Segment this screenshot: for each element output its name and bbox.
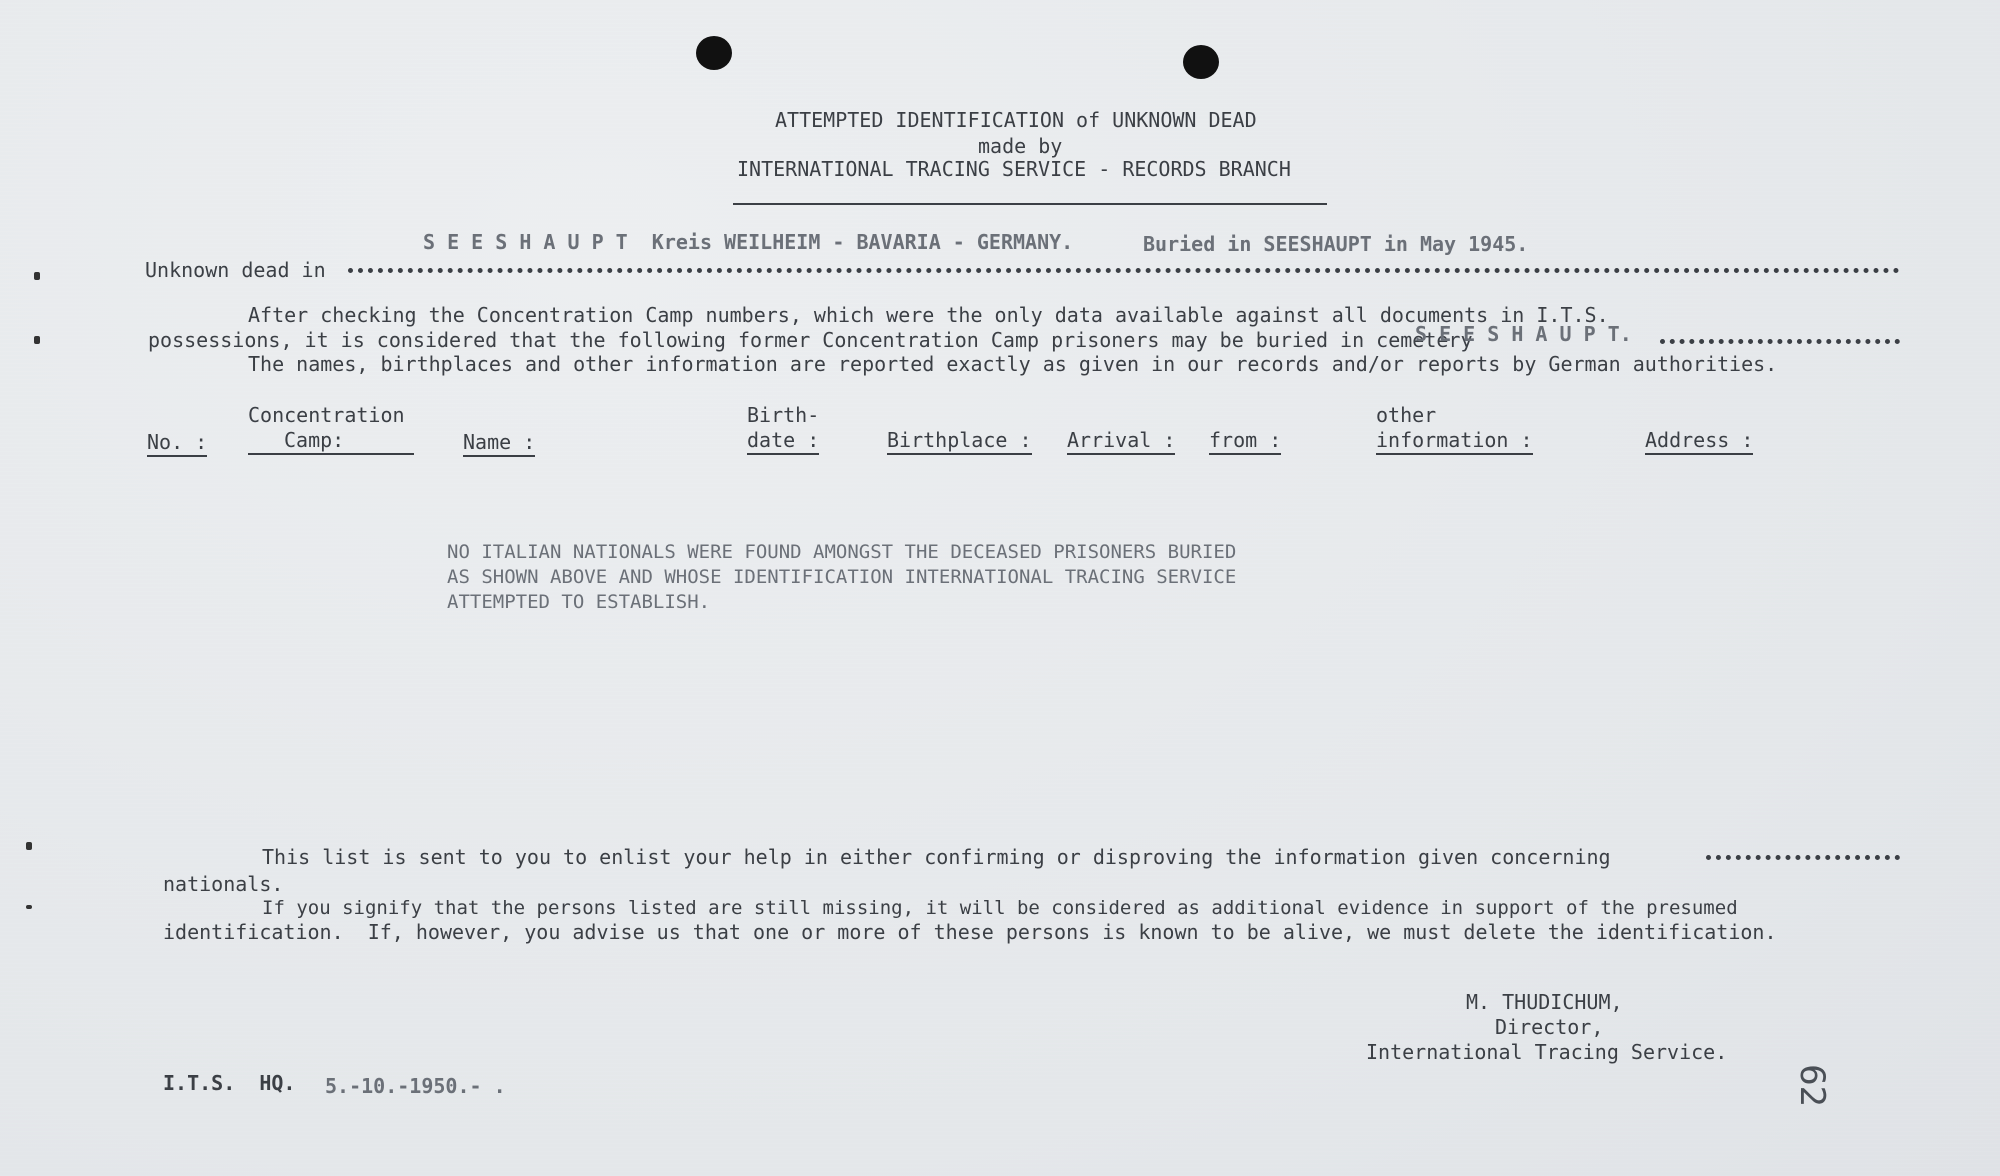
notice-line-3: ATTEMPTED TO ESTABLISH. [447,591,711,613]
margin-mark [26,905,32,909]
intro-line-3: The names, birthplaces and other information are reported exactly as given in our records and/or reports by German authorities. [248,352,1778,376]
page-number: 62 [1792,1064,1832,1108]
col-arrival: Arrival : [1067,428,1175,455]
header-subtitle: made by [978,134,1063,158]
footer-date: 5.-10.-1950.- . [325,1074,506,1098]
request-line-1: This list is sent to you to enlist your help in either confirming or disproving the information given concerning [262,845,1611,869]
notice-line-1: NO ITALIAN NATIONALS WERE FOUND AMONGST THE DECEASED PRISONERS BURIED [447,541,1237,563]
request-line-3: If you signify that the persons listed are still missing, it will be considered as additional evidence in support of the presumed [262,897,1738,919]
signature-title: Director, [1495,1015,1604,1039]
signature-name: M. THUDICHUM, [1466,990,1623,1014]
dotted-fill-line [1706,855,1900,860]
intro-line-2: possessions, it is considered that the following former Concentration Camp prisoners may be buried in cemetery [148,328,1473,352]
location-burial: Buried in SEESHAUPT in May 1945. [1143,232,1529,256]
margin-mark [34,336,40,344]
col-no: No. : [147,430,207,457]
margin-mark [34,272,40,280]
dotted-fill-line [348,268,1900,273]
dotted-fill-line [1660,339,1900,344]
col-birthplace: Birthplace : [887,428,1032,455]
request-line-2: nationals. [163,872,284,896]
col-from: from : [1209,428,1281,455]
punch-hole-left [696,36,732,70]
col-camp-top: Concentration [248,403,405,427]
punch-hole-right [1183,45,1219,79]
margin-mark [26,842,32,850]
location-label: Unknown dead in [145,258,326,282]
intro-line-1: After checking the Concentration Camp numbers, which were the only data available against all documents in I.T.S. [248,303,1609,327]
col-other-top: other [1376,403,1437,427]
location-place: S E E S H A U P T Kreis WEILHEIM - BAVARIA - GERMANY. [423,230,1074,254]
footer-reference: I.T.S. HQ. [163,1071,296,1095]
col-birthdate-bottom: date : [747,428,819,455]
col-other-bottom: information : [1376,428,1533,455]
col-address: Address : [1645,428,1753,455]
request-line-4: identification. If, however, you advise us that one or more of these persons is known to be alive, we must delete the identification. [163,920,1777,944]
intro-overstrike: S E E S H A U P T. [1415,322,1632,346]
header-title: ATTEMPTED IDENTIFICATION of UNKNOWN DEAD [775,108,1257,132]
col-camp-bottom: Camp: [248,428,414,455]
header-rule [733,203,1327,205]
signature-organization: International Tracing Service. [1366,1040,1728,1064]
col-name: Name : [463,430,535,457]
notice-line-2: AS SHOWN ABOVE AND WHOSE IDENTIFICATION INTERNATIONAL TRACING SERVICE [447,566,1237,588]
header-organization: INTERNATIONAL TRACING SERVICE - RECORDS BRANCH [737,157,1291,181]
col-birthdate-top: Birth- [747,403,820,427]
